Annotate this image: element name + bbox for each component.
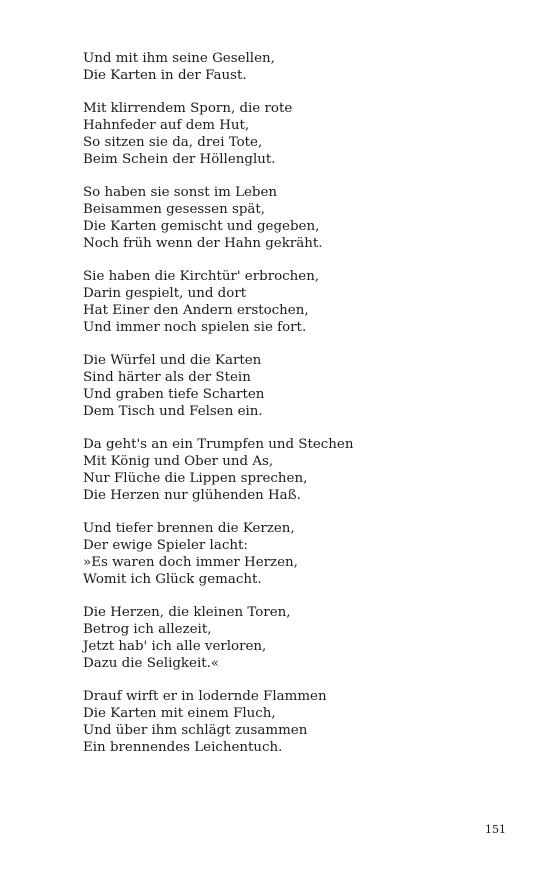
stanza-3 <box>83 184 503 252</box>
poem-line: Die Karten mit einem Fluch, <box>83 706 276 721</box>
poem-line: Die Würfel und die Karten <box>83 353 262 368</box>
poem-line: Die Herzen nur glühenden Haß. <box>83 488 301 503</box>
poem-line: Hat Einer den Andern erstochen, <box>83 303 309 318</box>
poem-line: Sind härter als der Stein <box>83 370 251 385</box>
stanza-5 <box>83 352 503 420</box>
poem-line: Und über ihm schlägt zusammen <box>83 723 308 738</box>
poem-line: Der ewige Spieler lacht: <box>83 538 248 553</box>
poem-line: Die Karten in der Faust. <box>83 68 247 83</box>
poem-line: Beim Schein der Höllenglut. <box>83 152 276 167</box>
poem-line: Die Herzen, die kleinen Toren, <box>83 605 291 620</box>
stanza-4 <box>83 268 503 336</box>
poem-line: Ein brennendes Leichentuch. <box>83 740 283 755</box>
poem-line: Hahnfeder auf dem Hut, <box>83 118 250 133</box>
poem-line: Darin gespielt, und dort <box>83 286 247 301</box>
poem-line: Mit klirrendem Sporn, die rote <box>83 101 293 116</box>
poem-line: Sie haben die Kirchtür' erbrochen, <box>83 269 320 284</box>
poem-line: Und mit ihm seine Gesellen, <box>83 51 275 66</box>
poem-line: Und graben tiefe Scharten <box>83 387 265 402</box>
poem-line: Dazu die Seligkeit.« <box>83 656 220 671</box>
stanza-6 <box>83 436 503 504</box>
poem-line: Mit König und Ober und As, <box>83 454 274 469</box>
stanza-8 <box>83 604 503 672</box>
stanza-1 <box>83 50 503 84</box>
poem-line: Nur Flüche die Lippen sprechen, <box>83 471 308 486</box>
poem-line: Die Karten gemischt und gegeben, <box>83 219 320 234</box>
poem-line: Noch früh wenn der Hahn gekräht. <box>83 236 323 251</box>
poem-line: Und immer noch spielen sie fort. <box>83 320 307 335</box>
poem-line: Betrog ich allezeit, <box>83 622 212 637</box>
stanza-7 <box>83 520 503 588</box>
poem-line: Jetzt hab' ich alle verloren, <box>83 639 267 654</box>
poem-line: Da geht's an ein Trumpfen und Stechen <box>83 437 354 452</box>
poem-text <box>83 50 503 772</box>
poem-line: Beisammen gesessen spät, <box>83 202 266 217</box>
poem-line: So haben sie sonst im Leben <box>83 185 278 200</box>
poem-line: Womit ich Glück gemacht. <box>83 572 262 587</box>
stanza-9 <box>83 688 503 756</box>
stanza-2 <box>83 100 503 168</box>
poem-line: So sitzen sie da, drei Tote, <box>83 135 263 150</box>
poem-line: Und tiefer brennen die Kerzen, <box>83 521 295 536</box>
poem-line: Dem Tisch und Felsen ein. <box>83 404 263 419</box>
page-number: 151 <box>485 823 506 836</box>
poem-line: Drauf wirft er in lodernde Flammen <box>83 689 327 704</box>
poem-line: »Es waren doch immer Herzen, <box>83 555 298 570</box>
